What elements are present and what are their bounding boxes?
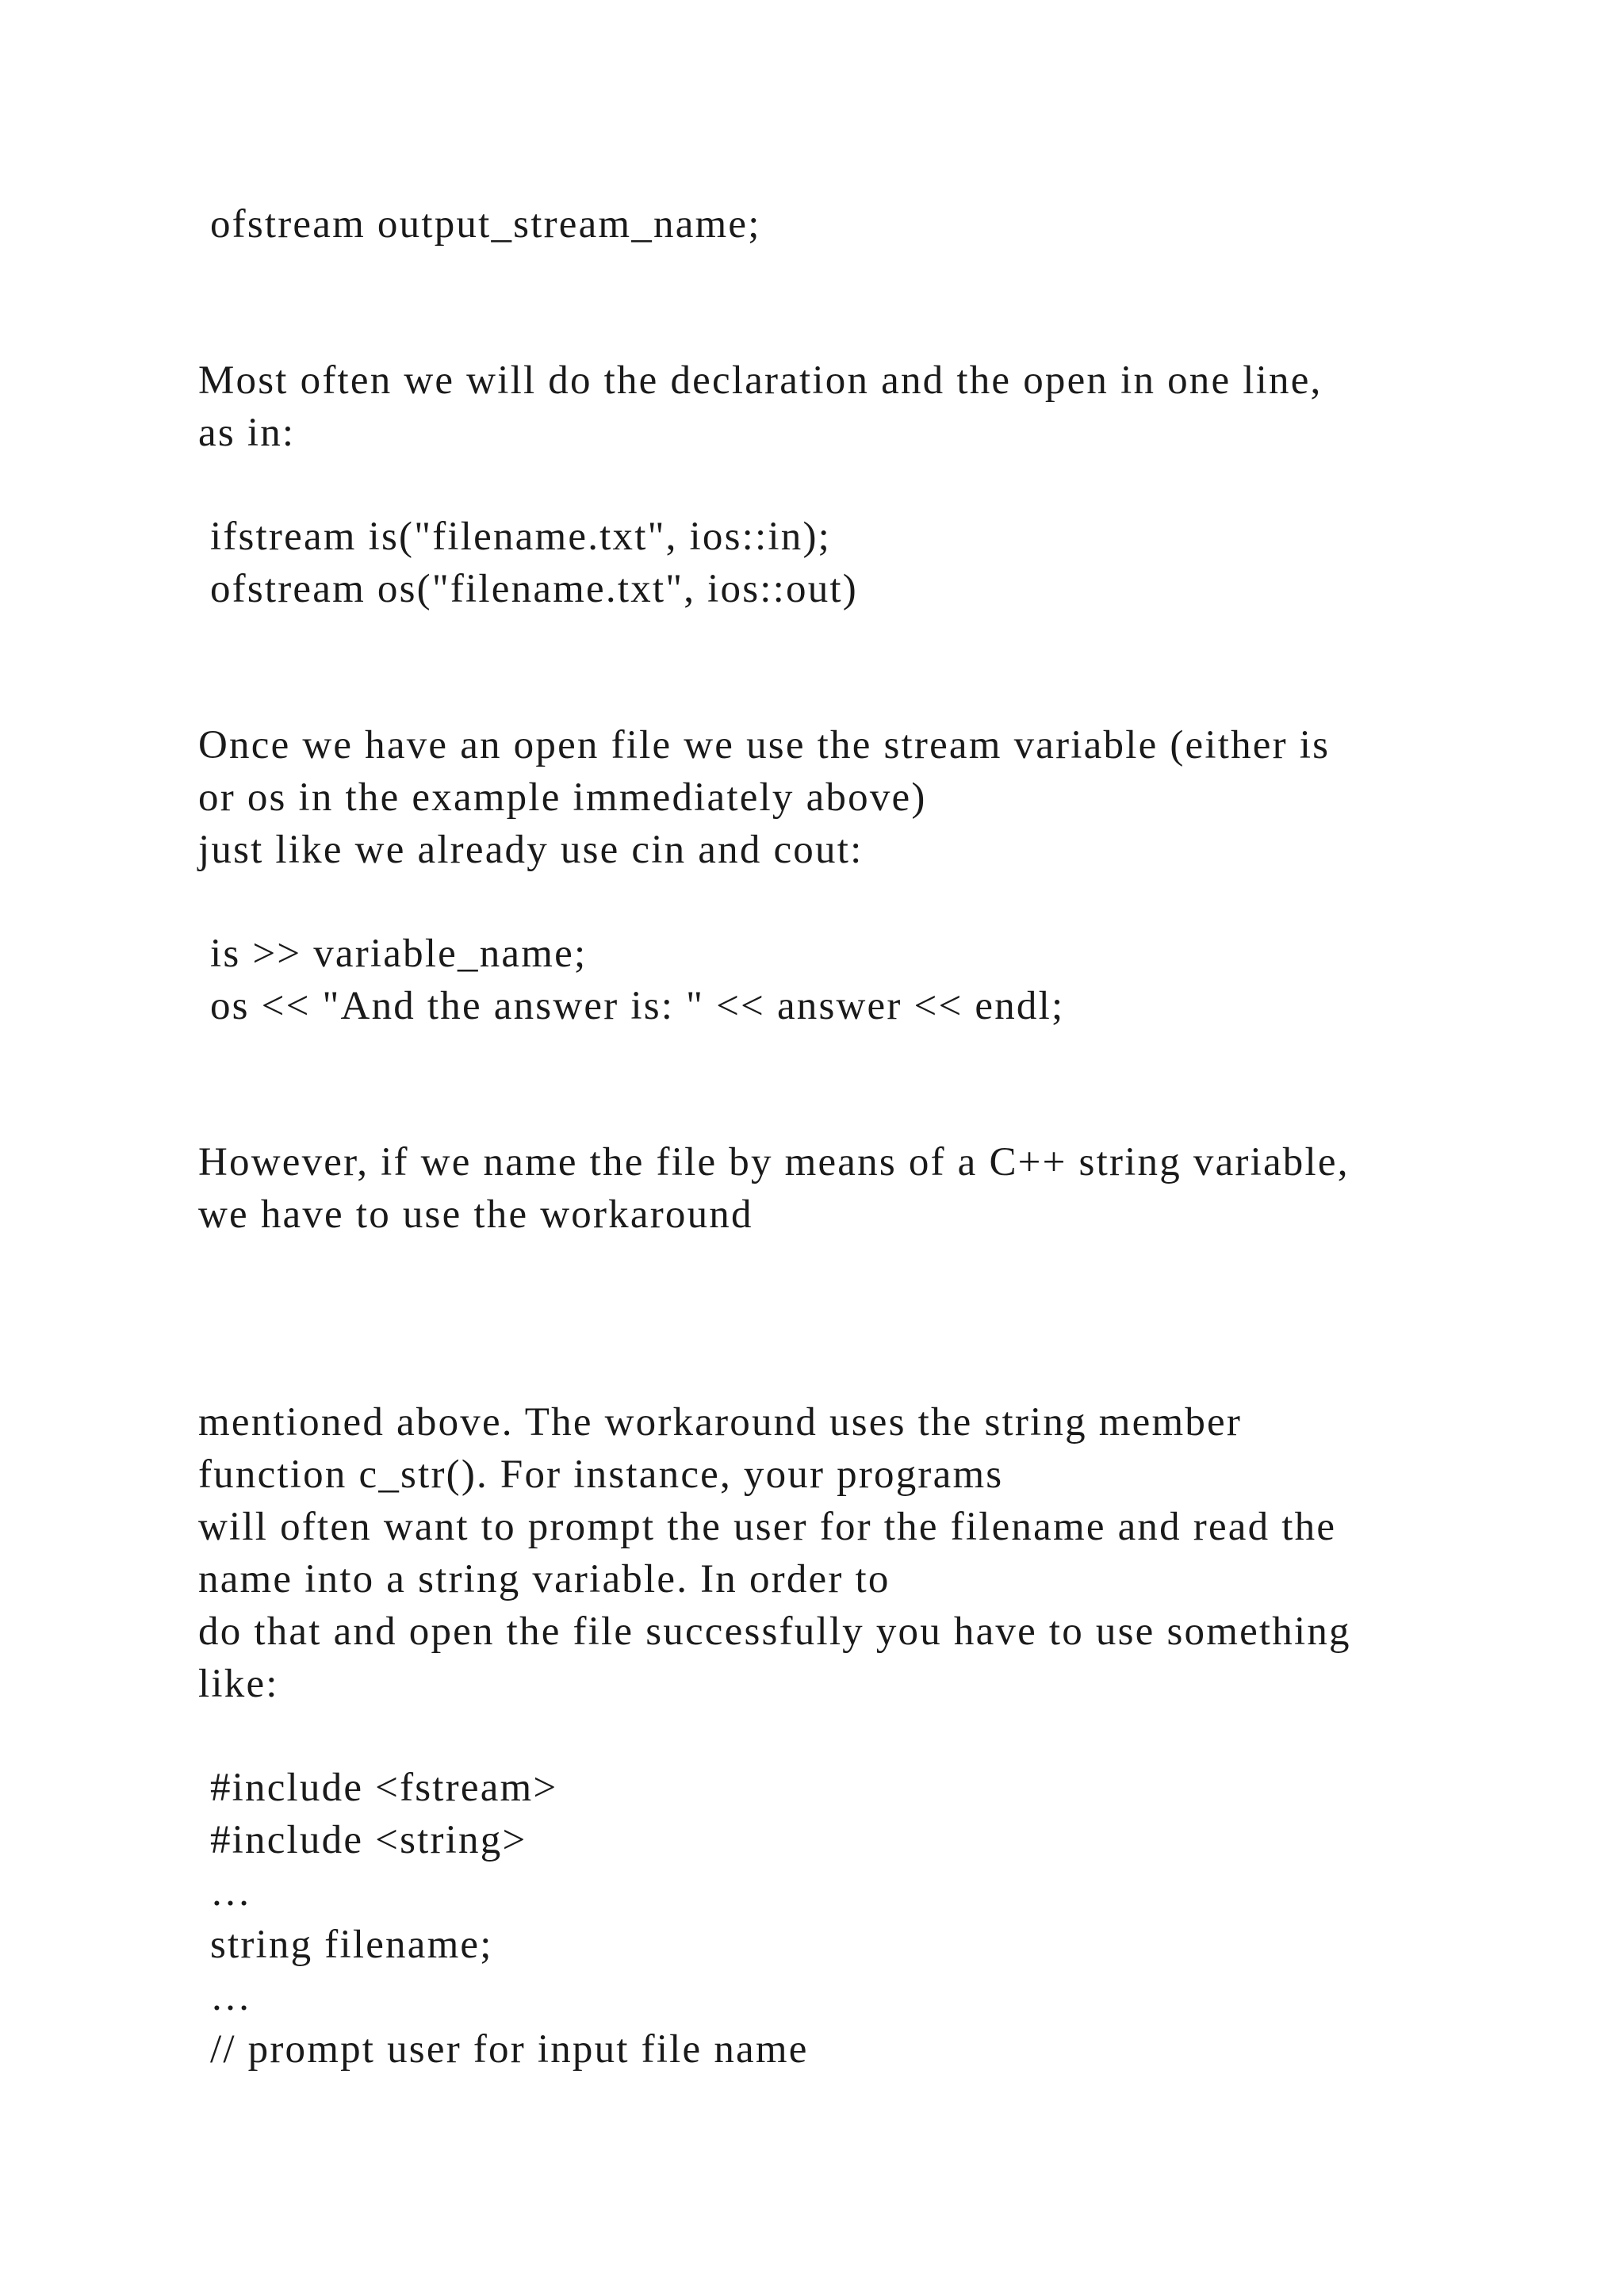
paragraph-line: mentioned above. The workaround uses the string member: [198, 1400, 1243, 1445]
paragraph-line: or os in the example immediately above): [198, 775, 927, 820]
code-line: ifstream is("filename.txt", ios::in);: [198, 515, 831, 559]
code-line: // prompt user for input file name: [198, 2027, 809, 2072]
code-line: ofstream os("filename.txt", ios::out): [198, 567, 858, 611]
code-line: #include <string>: [198, 1818, 527, 1862]
paragraph-line: However, if we name the file by means of a C++ string variable,: [198, 1140, 1350, 1184]
code-line: os << "And the answer is: " << answer << endl;: [198, 984, 1065, 1028]
code-line: …: [198, 1975, 253, 2019]
paragraph-line: do that and open the file successfully you have to use something: [198, 1609, 1351, 1654]
code-line: string filename;: [198, 1923, 493, 1967]
paragraph-line: Most often we will do the declaration and the open in one line,: [198, 358, 1323, 403]
paragraph-line: we have to use the workaround: [198, 1192, 753, 1237]
code-line: #include <fstream>: [198, 1766, 558, 1810]
paragraph-line: name into a string variable. In order to: [198, 1557, 891, 1601]
paragraph-line: as in:: [198, 411, 296, 455]
paragraph-line: just like we already use cin and cout:: [198, 828, 864, 872]
paragraph-line: will often want to prompt the user for the filename and read the: [198, 1505, 1337, 1549]
code-line: is >> variable_name;: [198, 932, 588, 976]
paragraph-line: Once we have an open file we use the stream variable (either is: [198, 723, 1331, 767]
paragraph-line: like:: [198, 1662, 279, 1706]
paragraph-line: function c_str(). For instance, your programs: [198, 1452, 1004, 1497]
code-line: …: [198, 1870, 253, 1915]
code-line: ofstream output_stream_name;: [198, 202, 761, 247]
